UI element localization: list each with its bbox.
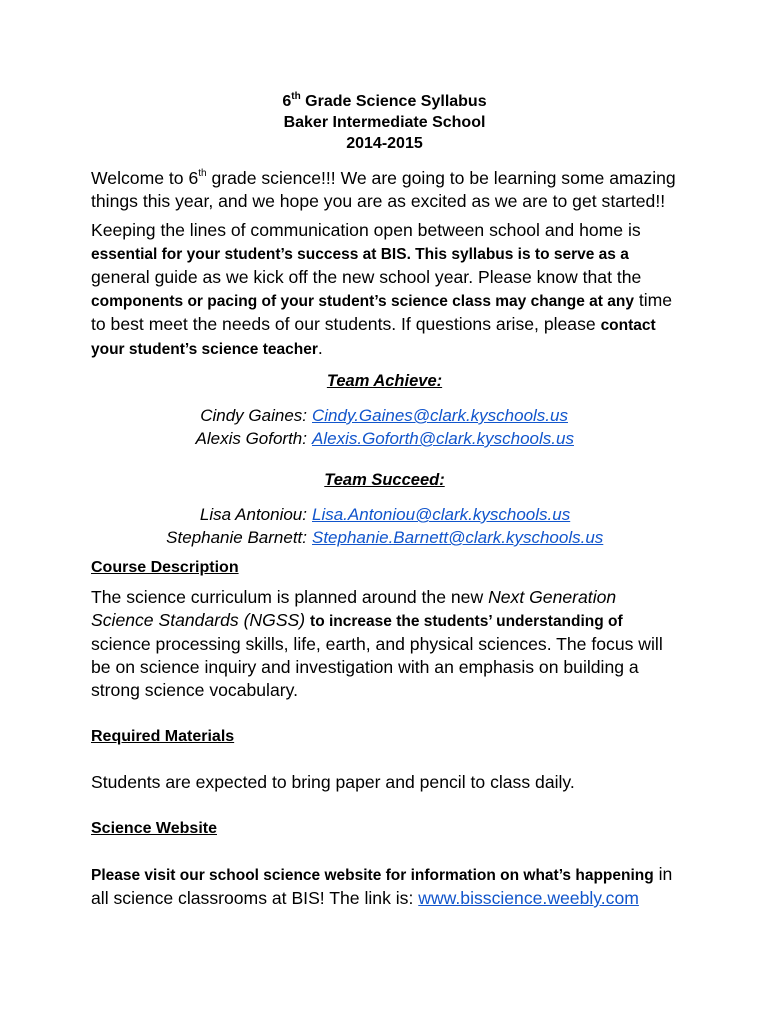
teacher-name: Stephanie Barnett: (166, 528, 307, 547)
teacher-email-link[interactable]: Stephanie.Barnett@clark.kyschools.us (312, 528, 604, 547)
school-name: Baker Intermediate School (283, 114, 486, 131)
team-succeed-title: Team Succeed: (324, 471, 445, 489)
contact-row (91, 503, 678, 526)
syllabus-title: 6th Grade Science Syllabus (282, 91, 487, 110)
course-description-heading: Course Description (91, 559, 239, 576)
welcome-paragraph: Welcome to 6th grade science!!! We are going to be learning some amazing things this year, and we hope you are as excited as we are to get started!! (91, 168, 676, 211)
team-achieve-contacts (91, 404, 678, 450)
syllabus-header (91, 0, 678, 154)
contact-row (91, 404, 678, 427)
team-achieve-title: Team Achieve: (326, 372, 443, 390)
course-description-text: The science curriculum is planned around the new Next Generation Science Standards (NGSS) to increase the students’ understanding of science processing skills, life, earth, and physical sciences. The focus will be on science inquiry and investigation with an emphasis on building a strong science vocabulary. (91, 587, 663, 700)
required-materials-heading: Required Materials (91, 728, 235, 745)
team-succeed-contacts (91, 503, 678, 549)
teacher-email-link[interactable]: Alexis.Goforth@clark.kyschools.us (312, 429, 574, 448)
teacher-name: Cindy Gaines: (200, 406, 307, 425)
science-website-heading: Science Website (91, 820, 217, 837)
science-website-link[interactable]: www.bisscience.weebly.com (418, 888, 639, 908)
school-year: 2014-2015 (346, 135, 423, 152)
teacher-email-link[interactable]: Cindy.Gaines@clark.kyschools.us (312, 406, 568, 425)
teacher-email-link[interactable]: Lisa.Antoniou@clark.kyschools.us (312, 505, 571, 524)
teacher-name: Alexis Goforth: (195, 429, 307, 448)
science-website-text: Please visit our school science website for information on what’s happening in all science classrooms at BIS! The link is: www.bisscience.weebly.com (91, 864, 673, 908)
teacher-name: Lisa Antoniou: (199, 505, 307, 524)
contact-row (91, 427, 678, 450)
required-materials-text: Students are expected to bring paper and pencil to class daily. (91, 772, 575, 792)
contact-row (91, 526, 678, 549)
communication-paragraph: Keeping the lines of communication open between school and home is essential for your student’s success at BIS. This syllabus is to serve as a general guide as we kick off the new school year. Please know that the components or pacing of your student’s science class may change at any time to best meet the needs of our students. If questions arise, please contact your student’s science teacher. (91, 220, 673, 358)
